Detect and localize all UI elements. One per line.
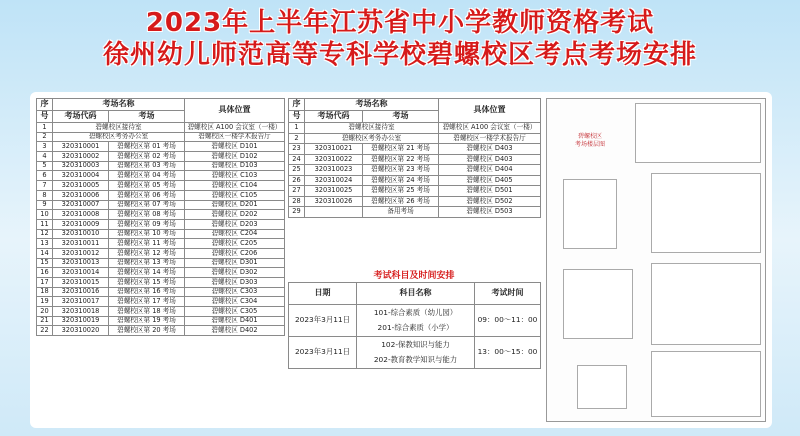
table-row — [37, 142, 285, 152]
table-row — [289, 165, 541, 176]
room-code-cell: 320310010 — [53, 229, 109, 239]
seq-cell: 19 — [37, 297, 53, 307]
location-cell: 碧螺校区 D301 — [185, 258, 285, 268]
room-code-cell: 320310021 — [305, 144, 363, 155]
room-code-cell: 320310013 — [53, 258, 109, 268]
location-cell: 碧螺校区 D403 — [439, 144, 541, 155]
location-cell: 碧螺校区 D102 — [185, 152, 285, 162]
schedule-date: 2023年3月11日 — [289, 337, 357, 369]
location-cell: 碧螺校区 D103 — [185, 161, 285, 171]
seq-cell: 1 — [37, 123, 53, 133]
table-row — [289, 207, 541, 218]
room-code-cell: 320310026 — [305, 196, 363, 207]
location-header: 具体位置 — [185, 99, 285, 123]
room-name-cell: 碧螺校区考务办公室 — [305, 133, 439, 144]
location-cell: 碧螺校区 D302 — [185, 268, 285, 278]
seq-cell: 22 — [37, 326, 53, 336]
table-row — [37, 278, 285, 288]
location-cell: 碧螺校区 C205 — [185, 239, 285, 249]
room-code-cell: 320310003 — [53, 161, 109, 171]
room-code-cell: 320310018 — [53, 307, 109, 317]
seq-header: 序 — [289, 99, 305, 111]
floor-block — [563, 269, 633, 339]
table-row — [289, 144, 541, 155]
room-code-cell: 320310020 — [53, 326, 109, 336]
room-code-cell: 320310004 — [53, 171, 109, 181]
room-cell: 碧螺校区第 09 考场 — [109, 219, 185, 229]
location-cell: 碧螺校区 D202 — [185, 210, 285, 220]
room-name-header: 考场名称 — [53, 99, 185, 111]
location-cell: 碧螺校区 D201 — [185, 200, 285, 210]
room-cell: 碧螺校区第 14 考场 — [109, 268, 185, 278]
seq-cell: 2 — [289, 133, 305, 144]
location-cell: 碧螺校区 C303 — [185, 287, 285, 297]
schedule-date: 2023年3月11日 — [289, 305, 357, 337]
page-title-line-2: 徐州幼儿师范高等专科学校碧螺校区考点考场安排 — [102, 40, 697, 70]
room-cell: 碧螺校区第 13 考场 — [109, 258, 185, 268]
seq-cell: 16 — [37, 268, 53, 278]
seq-cell: 20 — [37, 307, 53, 317]
room-code-cell: 320310008 — [53, 210, 109, 220]
room-cell: 碧螺校区第 07 考场 — [109, 200, 185, 210]
table-row — [37, 268, 285, 278]
table-row — [37, 161, 285, 171]
room-cell: 碧螺校区第 10 考场 — [109, 229, 185, 239]
location-cell: 碧螺校区 C104 — [185, 181, 285, 191]
location-cell: 碧螺校区 D401 — [185, 316, 285, 326]
floor-plan-title-line: 考场楼层图 — [574, 140, 605, 148]
schedule-time: 09：00～11：00 — [475, 305, 541, 337]
table-row — [37, 200, 285, 210]
seq-header-2: 号 — [289, 111, 305, 123]
room-code-cell: 320310016 — [53, 287, 109, 297]
room-cell: 碧螺校区第 22 考场 — [363, 154, 439, 165]
notice-board — [30, 92, 772, 428]
room-name-cell: 碧螺校区考务办公室 — [53, 132, 185, 142]
schedule-row — [289, 337, 541, 369]
location-cell: 碧螺校区 D303 — [185, 278, 285, 288]
room-header: 考场 — [363, 111, 439, 123]
table-row — [37, 152, 285, 162]
location-cell: 碧螺校区 A100 会议室（一楼） — [185, 123, 285, 133]
room-code-cell: 320310022 — [305, 154, 363, 165]
floor-block — [651, 173, 761, 253]
floor-plan-image — [546, 98, 766, 422]
location-cell: 碧螺校区 D503 — [439, 207, 541, 218]
table-row — [37, 248, 285, 258]
room-cell: 碧螺校区第 02 考场 — [109, 152, 185, 162]
location-cell: 碧螺校区 D501 — [439, 186, 541, 197]
subject-line: 201-综合素质（小学） — [377, 322, 454, 332]
special-row — [289, 133, 541, 144]
subject-line: 101-综合素质（幼儿园） — [373, 308, 458, 318]
table-row — [37, 297, 285, 307]
schedule-table — [288, 282, 541, 369]
seq-header: 序 — [37, 99, 53, 111]
seq-cell: 25 — [289, 165, 305, 176]
location-cell: 碧螺校区 D402 — [185, 326, 285, 336]
page-title-line-1: 2023年上半年江苏省中小学教师资格考试 — [145, 8, 655, 38]
schedule-subject — [357, 305, 475, 337]
room-code-header: 考场代码 — [53, 111, 109, 123]
room-cell: 碧螺校区第 17 考场 — [109, 297, 185, 307]
table-row — [37, 171, 285, 181]
seq-cell: 27 — [289, 186, 305, 197]
table-row — [289, 175, 541, 186]
table-row — [37, 258, 285, 268]
room-code-cell: 320310015 — [53, 278, 109, 288]
room-cell: 碧螺校区第 01 考场 — [109, 142, 185, 152]
location-cell: 碧螺校区 D405 — [439, 175, 541, 186]
room-code-header: 考场代码 — [305, 111, 363, 123]
schedule-subject — [357, 337, 475, 369]
seq-cell: 5 — [37, 161, 53, 171]
location-cell: 碧螺校区 A100 会议室（一楼） — [439, 123, 541, 134]
room-code-cell: 320310023 — [305, 165, 363, 176]
location-cell: 碧螺校区 D101 — [185, 142, 285, 152]
table-row — [37, 307, 285, 317]
exam-room-table-right — [288, 98, 541, 218]
floor-plan-title-line: 碧螺校区 — [577, 133, 602, 140]
floor-block — [563, 179, 617, 249]
location-cell: 碧螺校区一楼学术报告厅 — [439, 133, 541, 144]
schedule-time: 13：00～15：00 — [475, 337, 541, 369]
room-code-cell: 320310011 — [53, 239, 109, 249]
room-name-cell: 碧螺校区接待室 — [305, 123, 439, 134]
room-cell: 碧螺校区第 06 考场 — [109, 190, 185, 200]
seq-cell: 6 — [37, 171, 53, 181]
room-cell: 碧螺校区第 03 考场 — [109, 161, 185, 171]
special-row — [37, 132, 285, 142]
table-row — [37, 210, 285, 220]
table-row — [37, 190, 285, 200]
location-cell: 碧螺校区 D404 — [439, 165, 541, 176]
room-code-cell: 320310014 — [53, 268, 109, 278]
room-cell: 碧螺校区第 12 考场 — [109, 248, 185, 258]
subject-header: 科目名称 — [357, 283, 475, 305]
subject-line: 102-保教知识与能力 — [381, 340, 450, 350]
table-row — [289, 186, 541, 197]
location-cell: 碧螺校区 C304 — [185, 297, 285, 307]
location-cell: 碧螺校区 D203 — [185, 219, 285, 229]
room-name-cell: 碧螺校区接待室 — [53, 123, 185, 133]
seq-cell: 3 — [37, 142, 53, 152]
seq-cell: 7 — [37, 181, 53, 191]
seq-cell: 26 — [289, 175, 305, 186]
table-row — [37, 229, 285, 239]
seq-cell: 21 — [37, 316, 53, 326]
room-code-cell: 320310001 — [53, 142, 109, 152]
floor-block — [651, 263, 761, 345]
seq-cell: 29 — [289, 207, 305, 218]
location-cell: 碧螺校区 C105 — [185, 190, 285, 200]
room-cell: 碧螺校区第 25 考场 — [363, 186, 439, 197]
table-row — [37, 316, 285, 326]
seq-header-2: 号 — [37, 111, 53, 123]
location-cell: 碧螺校区一楼学术报告厅 — [185, 132, 285, 142]
room-code-cell — [305, 207, 363, 218]
seq-cell: 10 — [37, 210, 53, 220]
room-cell: 碧螺校区第 15 考场 — [109, 278, 185, 288]
table-row — [289, 196, 541, 207]
subject-line: 202-教育教学知识与能力 — [373, 354, 458, 364]
floor-block — [651, 351, 761, 417]
room-code-cell: 320310019 — [53, 316, 109, 326]
room-code-cell: 320310017 — [53, 297, 109, 307]
location-cell: 碧螺校区 C305 — [185, 307, 285, 317]
seq-cell: 18 — [37, 287, 53, 297]
location-cell: 碧螺校区 C204 — [185, 229, 285, 239]
room-cell: 备用考场 — [363, 207, 439, 218]
room-cell: 碧螺校区第 26 考场 — [363, 196, 439, 207]
seq-cell: 2 — [37, 132, 53, 142]
date-header: 日期 — [289, 283, 357, 305]
room-cell: 碧螺校区第 11 考场 — [109, 239, 185, 249]
room-code-cell: 320310025 — [305, 186, 363, 197]
floor-plan-title — [555, 133, 625, 149]
seq-cell: 11 — [37, 219, 53, 229]
seq-cell: 14 — [37, 248, 53, 258]
room-cell: 碧螺校区第 16 考场 — [109, 287, 185, 297]
seq-cell: 4 — [37, 152, 53, 162]
room-cell: 碧螺校区第 05 考场 — [109, 181, 185, 191]
exam-room-table-left — [36, 98, 285, 336]
room-cell: 碧螺校区第 08 考场 — [109, 210, 185, 220]
room-header: 考场 — [109, 111, 185, 123]
seq-cell: 12 — [37, 229, 53, 239]
table-row — [37, 239, 285, 249]
table-row — [289, 154, 541, 165]
location-cell: 碧螺校区 D403 — [439, 154, 541, 165]
seq-cell: 17 — [37, 278, 53, 288]
table-row — [37, 326, 285, 336]
location-header: 具体位置 — [439, 99, 541, 123]
schedule-title: 考试科目及时间安排 — [373, 271, 455, 281]
room-cell: 碧螺校区第 21 考场 — [363, 144, 439, 155]
room-code-cell: 320310007 — [53, 200, 109, 210]
room-cell: 碧螺校区第 20 考场 — [109, 326, 185, 336]
time-header: 考试时间 — [475, 283, 541, 305]
room-cell: 碧螺校区第 18 考场 — [109, 307, 185, 317]
location-cell: 碧螺校区 C206 — [185, 248, 285, 258]
room-code-cell: 320310012 — [53, 248, 109, 258]
room-code-cell: 320310024 — [305, 175, 363, 186]
room-code-cell: 320310009 — [53, 219, 109, 229]
floor-block — [577, 365, 627, 409]
room-cell: 碧螺校区第 19 考场 — [109, 316, 185, 326]
table-row — [37, 219, 285, 229]
room-name-header: 考场名称 — [305, 99, 439, 111]
seq-cell: 23 — [289, 144, 305, 155]
seq-cell: 13 — [37, 239, 53, 249]
floor-block — [635, 103, 761, 163]
room-code-cell: 320310005 — [53, 181, 109, 191]
room-cell: 碧螺校区第 04 考场 — [109, 171, 185, 181]
seq-cell: 9 — [37, 200, 53, 210]
room-code-cell: 320310006 — [53, 190, 109, 200]
location-cell: 碧螺校区 D502 — [439, 196, 541, 207]
seq-cell: 1 — [289, 123, 305, 134]
room-cell: 碧螺校区第 23 考场 — [363, 165, 439, 176]
seq-cell: 28 — [289, 196, 305, 207]
seq-cell: 8 — [37, 190, 53, 200]
special-row — [37, 123, 285, 133]
table-row — [37, 181, 285, 191]
schedule-row — [289, 305, 541, 337]
table-row — [37, 287, 285, 297]
location-cell: 碧螺校区 C103 — [185, 171, 285, 181]
special-row — [289, 123, 541, 134]
seq-cell: 24 — [289, 154, 305, 165]
room-cell: 碧螺校区第 24 考场 — [363, 175, 439, 186]
seq-cell: 15 — [37, 258, 53, 268]
room-code-cell: 320310002 — [53, 152, 109, 162]
